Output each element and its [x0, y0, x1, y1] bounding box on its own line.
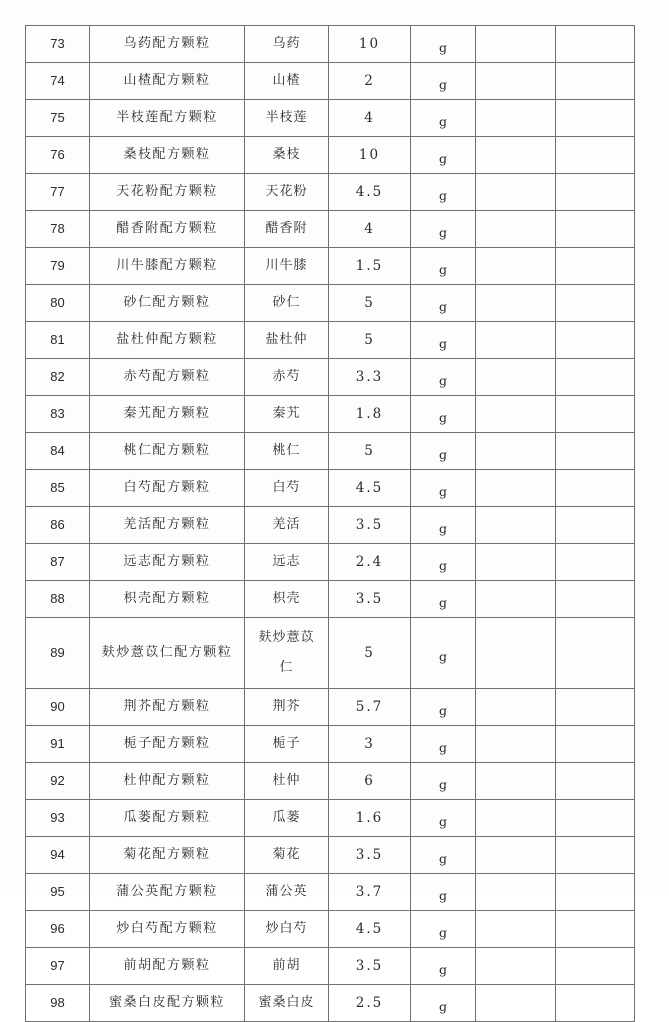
table-row	[26, 137, 635, 174]
empty-cell	[556, 726, 635, 763]
empty-cell	[476, 581, 556, 618]
table-row	[26, 800, 635, 837]
empty-cell	[556, 874, 635, 911]
empty-cell	[476, 26, 556, 63]
product-name: 桃仁配方颗粒	[90, 433, 245, 470]
product-name: 麸炒薏苡仁配方颗粒	[90, 618, 245, 689]
empty-cell	[476, 137, 556, 174]
herb-name: 川牛膝	[245, 248, 329, 285]
row-number: 84	[26, 433, 90, 470]
dose-unit: g	[411, 211, 476, 248]
dose-unit: g	[411, 800, 476, 837]
empty-cell	[476, 985, 556, 1022]
herb-name: 栀子	[245, 726, 329, 763]
empty-cell	[556, 433, 635, 470]
dose-value: 1.6	[329, 800, 411, 837]
table-row	[26, 63, 635, 100]
table-row	[26, 26, 635, 63]
empty-cell	[556, 100, 635, 137]
dose-unit: g	[411, 26, 476, 63]
product-name: 秦艽配方颗粒	[90, 396, 245, 433]
herb-name: 蜜桑白皮	[245, 985, 329, 1022]
dose-unit: g	[411, 837, 476, 874]
product-name: 天花粉配方颗粒	[90, 174, 245, 211]
empty-cell	[476, 63, 556, 100]
row-number: 73	[26, 26, 90, 63]
dose-value: 4.5	[329, 911, 411, 948]
product-name: 盐杜仲配方颗粒	[90, 322, 245, 359]
table-row	[26, 837, 635, 874]
dose-value: 1.8	[329, 396, 411, 433]
row-number: 86	[26, 507, 90, 544]
empty-cell	[476, 396, 556, 433]
table-body	[26, 26, 635, 1022]
dose-value: 3.7	[329, 874, 411, 911]
herb-name: 荆芥	[245, 689, 329, 726]
product-name: 荆芥配方颗粒	[90, 689, 245, 726]
empty-cell	[556, 911, 635, 948]
row-number: 77	[26, 174, 90, 211]
herb-name: 枳壳	[245, 581, 329, 618]
herb-name: 桃仁	[245, 433, 329, 470]
empty-cell	[476, 874, 556, 911]
row-number: 95	[26, 874, 90, 911]
row-number: 74	[26, 63, 90, 100]
dose-unit: g	[411, 322, 476, 359]
empty-cell	[556, 174, 635, 211]
product-name: 蒲公英配方颗粒	[90, 874, 245, 911]
row-number: 75	[26, 100, 90, 137]
herb-name: 赤芍	[245, 359, 329, 396]
table-row	[26, 174, 635, 211]
dose-unit: g	[411, 433, 476, 470]
table-row	[26, 507, 635, 544]
herb-name: 山楂	[245, 63, 329, 100]
granule-table	[25, 25, 635, 1022]
product-name: 砂仁配方颗粒	[90, 285, 245, 322]
dose-value: 4	[329, 211, 411, 248]
empty-cell	[476, 507, 556, 544]
dose-unit: g	[411, 985, 476, 1022]
dose-unit: g	[411, 137, 476, 174]
empty-cell	[556, 507, 635, 544]
table-row	[26, 544, 635, 581]
empty-cell	[476, 248, 556, 285]
table-row	[26, 322, 635, 359]
empty-cell	[476, 618, 556, 689]
herb-name: 半枝莲	[245, 100, 329, 137]
product-name: 杜仲配方颗粒	[90, 763, 245, 800]
empty-cell	[556, 689, 635, 726]
table-row	[26, 911, 635, 948]
empty-cell	[476, 174, 556, 211]
product-name: 羌活配方颗粒	[90, 507, 245, 544]
empty-cell	[556, 63, 635, 100]
empty-cell	[556, 618, 635, 689]
empty-cell	[556, 800, 635, 837]
empty-cell	[556, 396, 635, 433]
table-row	[26, 211, 635, 248]
dose-unit: g	[411, 618, 476, 689]
herb-name: 菊花	[245, 837, 329, 874]
dose-value: 4	[329, 100, 411, 137]
row-number: 91	[26, 726, 90, 763]
table-row	[26, 285, 635, 322]
dose-value: 2	[329, 63, 411, 100]
empty-cell	[476, 911, 556, 948]
row-number: 89	[26, 618, 90, 689]
product-name: 白芍配方颗粒	[90, 470, 245, 507]
empty-cell	[476, 433, 556, 470]
herb-name: 乌药	[245, 26, 329, 63]
table-row	[26, 100, 635, 137]
empty-cell	[556, 581, 635, 618]
empty-cell	[476, 689, 556, 726]
dose-unit: g	[411, 911, 476, 948]
product-name: 醋香附配方颗粒	[90, 211, 245, 248]
herb-name: 前胡	[245, 948, 329, 985]
product-name: 菊花配方颗粒	[90, 837, 245, 874]
herb-name-line1: 麸炒薏苡	[258, 630, 315, 645]
dose-unit: g	[411, 726, 476, 763]
empty-cell	[476, 837, 556, 874]
empty-cell	[556, 837, 635, 874]
row-number: 85	[26, 470, 90, 507]
dose-unit: g	[411, 174, 476, 211]
row-number: 94	[26, 837, 90, 874]
empty-cell	[476, 100, 556, 137]
empty-cell	[476, 470, 556, 507]
dose-unit: g	[411, 470, 476, 507]
product-name: 瓜蒌配方颗粒	[90, 800, 245, 837]
dose-value: 5	[329, 433, 411, 470]
empty-cell	[556, 248, 635, 285]
dose-unit: g	[411, 763, 476, 800]
dose-value: 5.7	[329, 689, 411, 726]
herb-name: 醋香附	[245, 211, 329, 248]
table-row	[26, 581, 635, 618]
empty-cell	[476, 544, 556, 581]
empty-cell	[476, 359, 556, 396]
dose-unit: g	[411, 100, 476, 137]
product-name: 赤芍配方颗粒	[90, 359, 245, 396]
herb-name: 盐杜仲	[245, 322, 329, 359]
dose-value: 10	[329, 137, 411, 174]
empty-cell	[476, 285, 556, 322]
table-row	[26, 985, 635, 1022]
dose-unit: g	[411, 874, 476, 911]
row-number: 83	[26, 396, 90, 433]
table-row	[26, 396, 635, 433]
row-number: 80	[26, 285, 90, 322]
dose-value: 5	[329, 322, 411, 359]
table-row	[26, 763, 635, 800]
row-number: 88	[26, 581, 90, 618]
row-number: 81	[26, 322, 90, 359]
table-row	[26, 248, 635, 285]
table-row	[26, 726, 635, 763]
dose-value: 4.5	[329, 174, 411, 211]
herb-name: 羌活	[245, 507, 329, 544]
row-number: 97	[26, 948, 90, 985]
row-number: 93	[26, 800, 90, 837]
table-row	[26, 359, 635, 396]
dose-unit: g	[411, 285, 476, 322]
row-number: 98	[26, 985, 90, 1022]
dose-unit: g	[411, 63, 476, 100]
product-name: 桑枝配方颗粒	[90, 137, 245, 174]
herb-name: 杜仲	[245, 763, 329, 800]
table-row	[26, 689, 635, 726]
empty-cell	[476, 322, 556, 359]
dose-unit: g	[411, 544, 476, 581]
dose-unit: g	[411, 248, 476, 285]
empty-cell	[556, 26, 635, 63]
dose-value: 5	[329, 618, 411, 689]
dose-value: 3.3	[329, 359, 411, 396]
product-name: 栀子配方颗粒	[90, 726, 245, 763]
table-row	[26, 948, 635, 985]
empty-cell	[556, 322, 635, 359]
dose-value: 10	[329, 26, 411, 63]
row-number: 87	[26, 544, 90, 581]
dose-unit: g	[411, 396, 476, 433]
product-name: 半枝莲配方颗粒	[90, 100, 245, 137]
dose-unit: g	[411, 948, 476, 985]
herb-name: 砂仁	[245, 285, 329, 322]
empty-cell	[556, 985, 635, 1022]
dose-value: 1.5	[329, 248, 411, 285]
empty-cell	[556, 763, 635, 800]
dose-unit: g	[411, 689, 476, 726]
empty-cell	[556, 211, 635, 248]
herb-name: 秦艽	[245, 396, 329, 433]
empty-cell	[476, 726, 556, 763]
row-number: 90	[26, 689, 90, 726]
empty-cell	[556, 948, 635, 985]
empty-cell	[556, 470, 635, 507]
product-name: 乌药配方颗粒	[90, 26, 245, 63]
row-number: 96	[26, 911, 90, 948]
herb-name-line2: 仁	[279, 660, 294, 675]
product-name: 川牛膝配方颗粒	[90, 248, 245, 285]
product-name: 前胡配方颗粒	[90, 948, 245, 985]
empty-cell	[556, 544, 635, 581]
dose-value: 3.5	[329, 837, 411, 874]
herb-name: 天花粉	[245, 174, 329, 211]
dose-value: 2.5	[329, 985, 411, 1022]
row-number: 92	[26, 763, 90, 800]
herb-name: 桑枝	[245, 137, 329, 174]
dose-unit: g	[411, 507, 476, 544]
product-name: 枳壳配方颗粒	[90, 581, 245, 618]
empty-cell	[476, 948, 556, 985]
row-number: 78	[26, 211, 90, 248]
product-name: 山楂配方颗粒	[90, 63, 245, 100]
herb-name: 炒白芍	[245, 911, 329, 948]
row-number: 82	[26, 359, 90, 396]
herb-name: 白芍	[245, 470, 329, 507]
herb-name	[245, 618, 329, 689]
dose-value: 3.5	[329, 581, 411, 618]
table-row	[26, 874, 635, 911]
herb-name: 远志	[245, 544, 329, 581]
dose-value: 4.5	[329, 470, 411, 507]
dose-unit: g	[411, 359, 476, 396]
dose-value: 6	[329, 763, 411, 800]
dose-unit: g	[411, 581, 476, 618]
row-number: 76	[26, 137, 90, 174]
empty-cell	[556, 285, 635, 322]
empty-cell	[476, 800, 556, 837]
herb-name: 瓜蒌	[245, 800, 329, 837]
dose-value: 3.5	[329, 507, 411, 544]
product-name: 蜜桑白皮配方颗粒	[90, 985, 245, 1022]
dose-value: 3	[329, 726, 411, 763]
empty-cell	[476, 211, 556, 248]
table-row	[26, 433, 635, 470]
dose-value: 2.4	[329, 544, 411, 581]
product-name: 炒白芍配方颗粒	[90, 911, 245, 948]
table-row	[26, 470, 635, 507]
empty-cell	[556, 359, 635, 396]
dose-value: 3.5	[329, 948, 411, 985]
table-row	[26, 618, 635, 689]
dose-value: 5	[329, 285, 411, 322]
row-number: 79	[26, 248, 90, 285]
empty-cell	[476, 763, 556, 800]
product-name: 远志配方颗粒	[90, 544, 245, 581]
empty-cell	[556, 137, 635, 174]
herb-name: 蒲公英	[245, 874, 329, 911]
